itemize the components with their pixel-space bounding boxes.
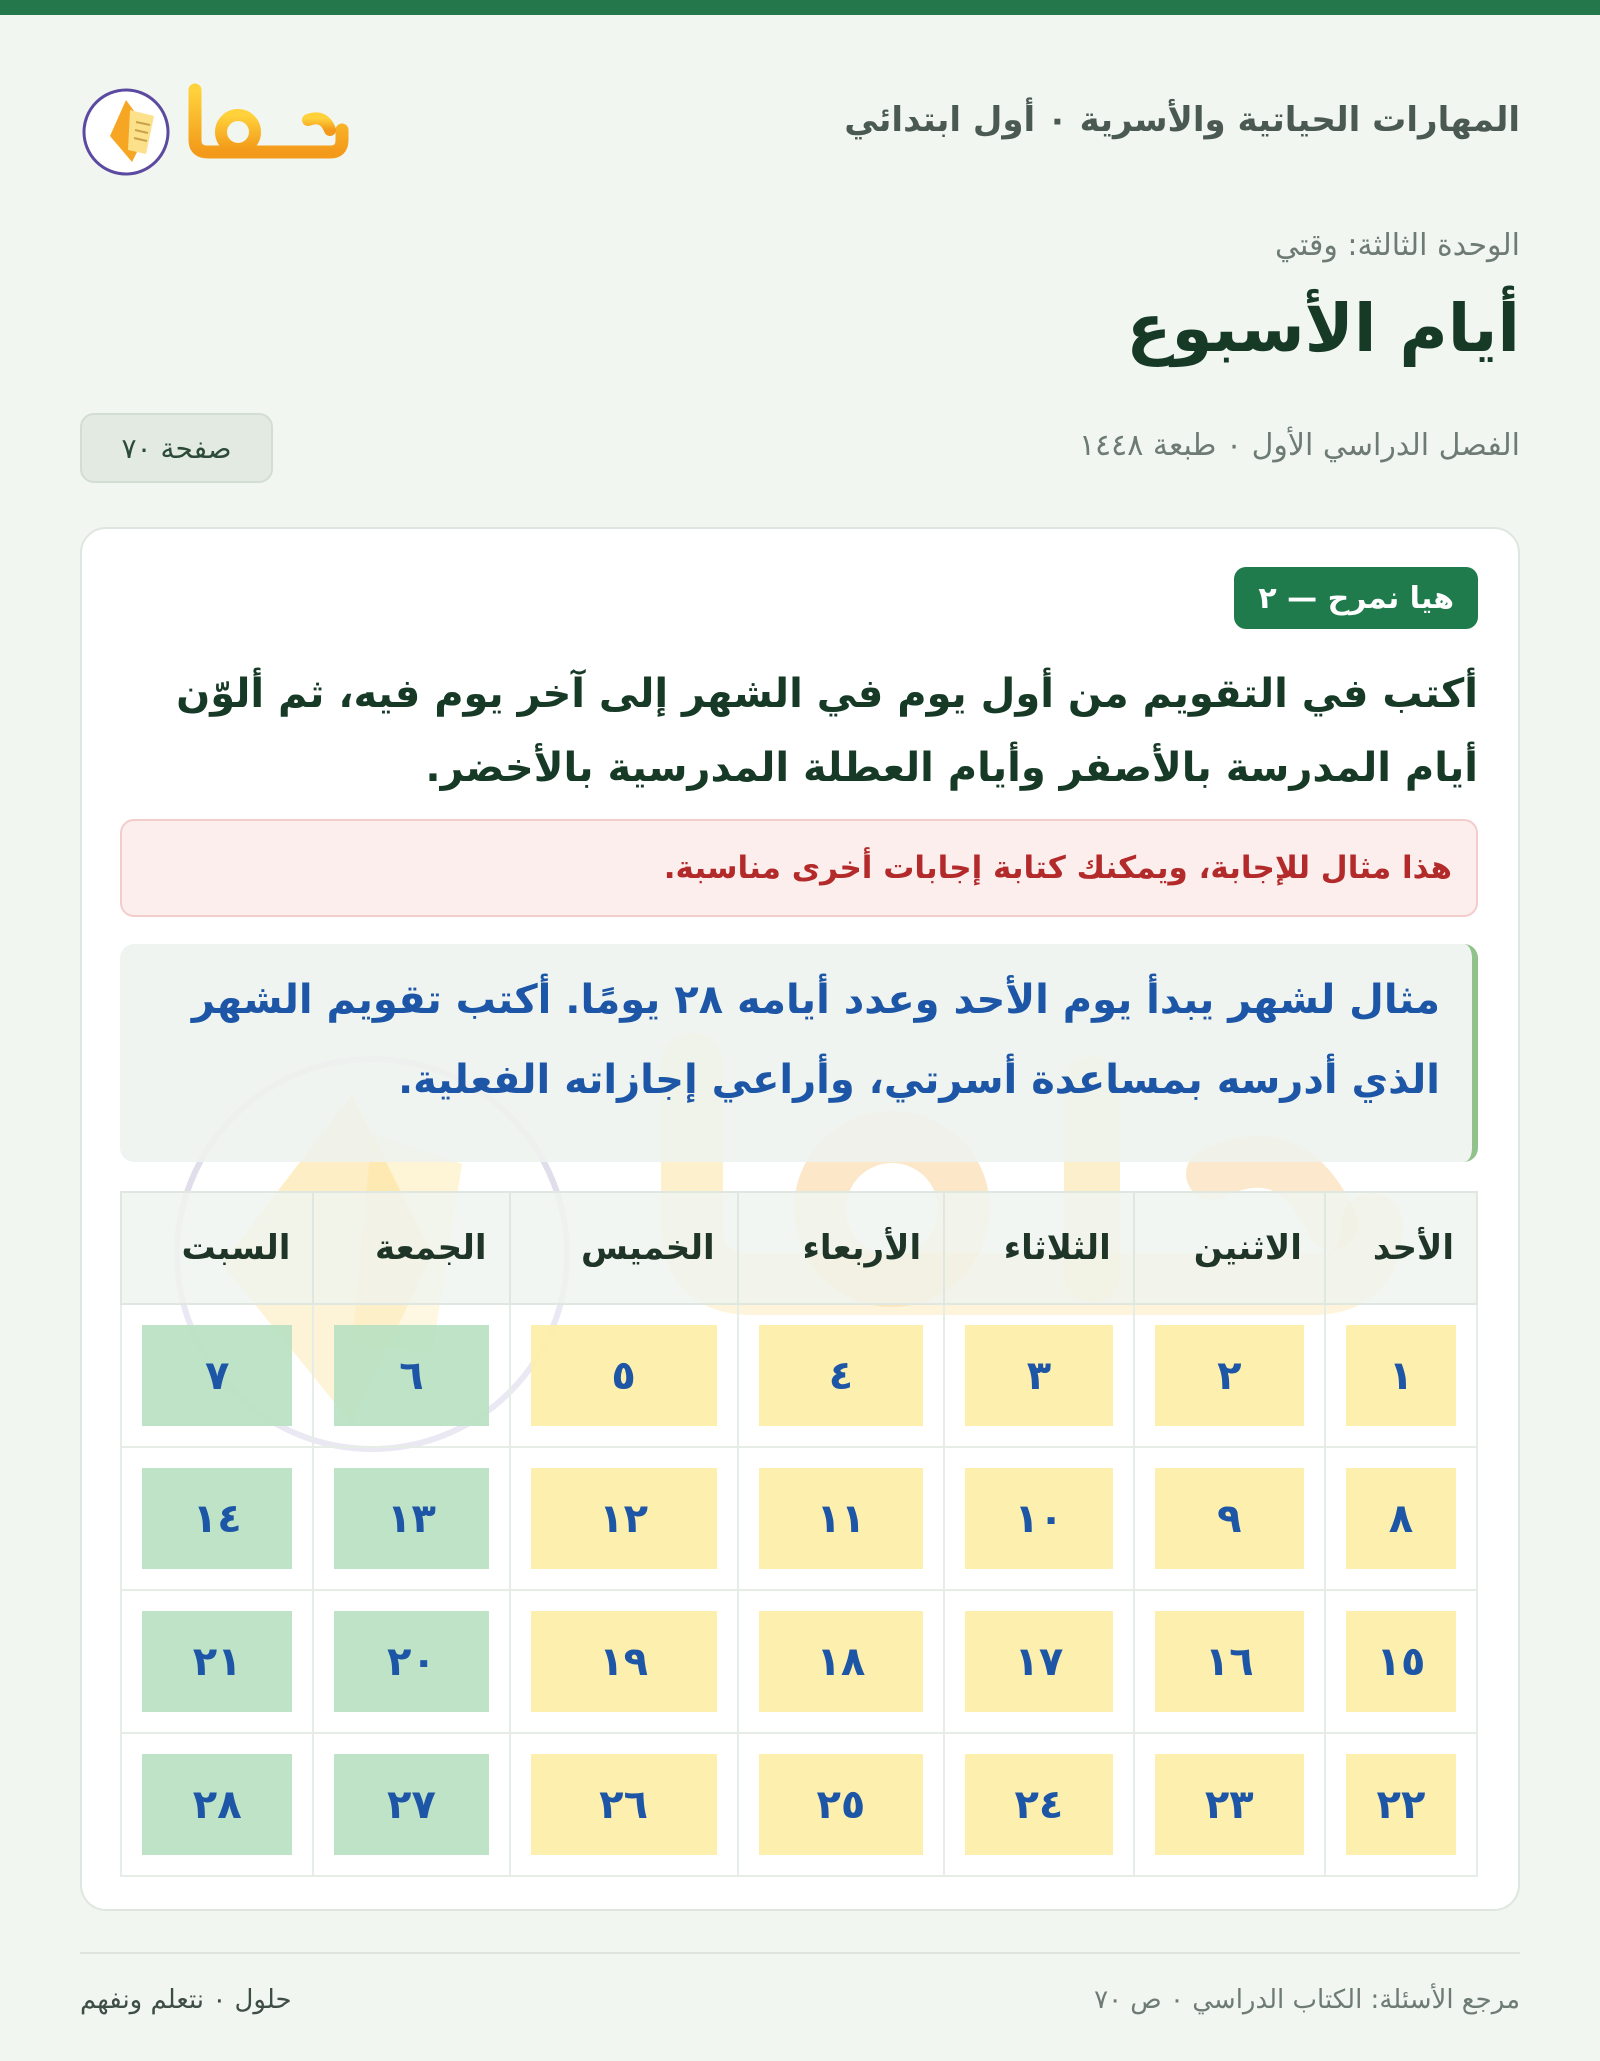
school-day-cell: ٢: [1155, 1325, 1304, 1426]
example-callout: مثال لشهر يبدأ يوم الأحد وعدد أيامه ٢٨ يومًا. أكتب تقويم الشهر الذي أدرسه بمساعدة أسرتي، وأراعي إجازاته الفعلية.: [120, 944, 1478, 1162]
holiday-cell: ٢٠: [334, 1611, 488, 1712]
activity-badge: هيا نمرح — ٢: [1234, 567, 1478, 629]
holiday-cell: ٧: [142, 1325, 292, 1426]
school-day-cell: ٢٢: [1346, 1754, 1456, 1855]
school-day-cell: ١٨: [759, 1611, 923, 1712]
semester-label: الفصل الدراسي الأول ٠ طبعة ١٤٤٨: [1078, 428, 1520, 463]
holiday-cell: ١٣: [334, 1468, 488, 1569]
footer-reference: مرجع الأسئلة: الكتاب الدراسي ٠ ص ٧٠: [1094, 1985, 1520, 2015]
unit-label: الوحدة الثالثة: وقتي: [1275, 228, 1520, 263]
holiday-cell: ٢٨: [142, 1754, 292, 1855]
day-header: الثلاثاء: [944, 1192, 1134, 1304]
day-header: السبت: [121, 1192, 313, 1304]
school-day-cell: ١٠: [965, 1468, 1113, 1569]
day-header: الأربعاء: [738, 1192, 944, 1304]
school-day-cell: ٨: [1346, 1468, 1456, 1569]
school-day-cell: ١٦: [1155, 1611, 1304, 1712]
school-day-cell: ٢٥: [759, 1754, 923, 1855]
day-header: الجمعة: [313, 1192, 509, 1304]
calendar-week-row: [121, 1304, 1477, 1447]
school-day-cell: ٩: [1155, 1468, 1304, 1569]
calendar-table: [120, 1191, 1478, 1877]
holiday-cell: ٢١: [142, 1611, 292, 1712]
page-title: أيام الأسبوع: [1126, 290, 1520, 367]
school-day-cell: ١٧: [965, 1611, 1113, 1712]
holiday-cell: ١٤: [142, 1468, 292, 1569]
subject-title: المهارات الحياتية والأسرية ٠ أول ابتدائي: [844, 100, 1520, 140]
activity-card: [80, 527, 1520, 1911]
footer-divider: [80, 1952, 1520, 1954]
day-header: الخميس: [510, 1192, 738, 1304]
page-number-badge: صفحة ٧٠: [80, 413, 273, 483]
school-day-cell: ١: [1346, 1325, 1456, 1426]
top-accent-bar: [0, 0, 1600, 15]
school-day-cell: ٢٣: [1155, 1754, 1304, 1855]
school-day-cell: ٣: [965, 1325, 1113, 1426]
school-day-cell: ١٢: [531, 1468, 717, 1569]
school-day-cell: ١٩: [531, 1611, 717, 1712]
school-day-cell: ١٥: [1346, 1611, 1456, 1712]
hulul-logo: [80, 70, 360, 180]
footer-brand: حلول ٠ نتعلم ونفهم: [80, 1985, 292, 2015]
holiday-cell: ٦: [334, 1325, 488, 1426]
school-day-cell: ٤: [759, 1325, 923, 1426]
day-header: الاثنين: [1134, 1192, 1325, 1304]
school-day-cell: ٢٦: [531, 1754, 717, 1855]
calendar-week-row: [121, 1733, 1477, 1876]
school-day-cell: ٢٤: [965, 1754, 1113, 1855]
answer-note: هذا مثال للإجابة، ويمكنك كتابة إجابات أخرى مناسبة.: [120, 819, 1478, 917]
activity-instruction: أكتب في التقويم من أول يوم في الشهر إلى آخر يوم فيه، ثم ألوّن أيام المدرسة بالأصفر وأيام العطلة المدرسية بالأخضر.: [176, 671, 1478, 791]
calendar-week-row: [121, 1590, 1477, 1733]
school-day-cell: ١١: [759, 1468, 923, 1569]
calendar-header-row: [121, 1192, 1477, 1304]
school-day-cell: ٥: [531, 1325, 717, 1426]
calendar-week-row: [121, 1447, 1477, 1590]
holiday-cell: ٢٧: [334, 1754, 488, 1855]
day-header: الأحد: [1325, 1192, 1477, 1304]
